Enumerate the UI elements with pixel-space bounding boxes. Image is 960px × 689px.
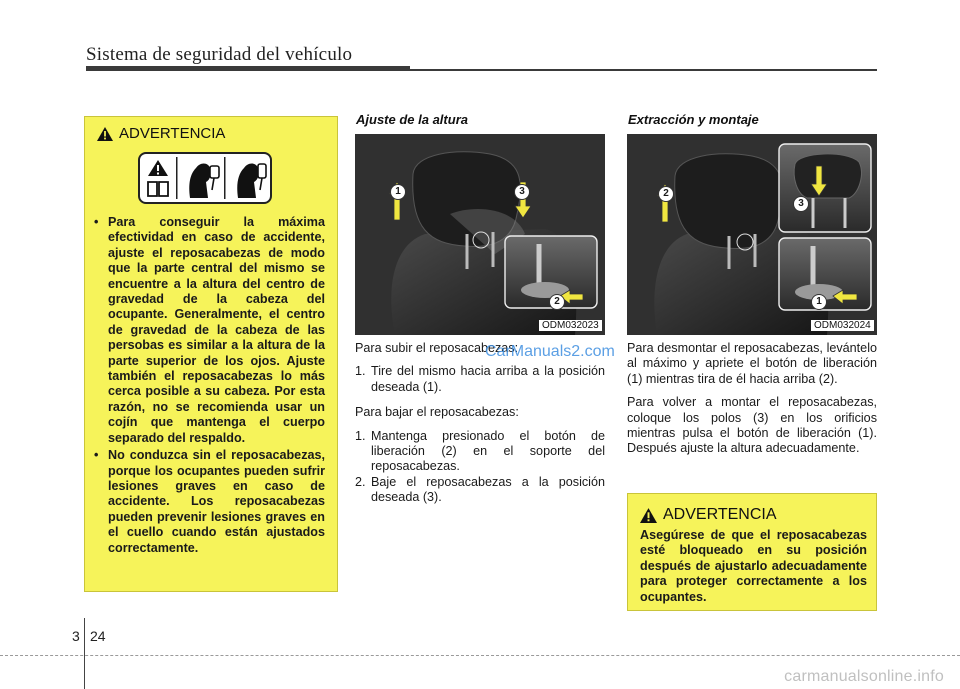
image-code: ODM032024 — [811, 320, 874, 331]
warning-bullet-list — [93, 215, 325, 558]
warning-heading — [97, 125, 225, 142]
lower-step-2: 2. Baje el reposacabezas a la posición deseada (3). — [355, 474, 605, 505]
warning-bullet-1: • Para conseguir la máxima efectividad en caso de accidente, ajuste el reposacabezas de modo que la parte central del mismo se encuentre a la altura del centro de gravedad de la cabeza del ocupante. Generalmente, el centro de gravedad de la cabeza de las persobas es similar a la altura de la parte superior de los ojos. Ajuste también el reposacabezas lo más cerca posible a su cabeza. Por esta razón, no se recomienda usar un cojín que mantenga el cuerpo separado del respaldo. — [93, 215, 325, 446]
warning-title: ADVERTENCIA — [119, 125, 226, 142]
image-code: ODM032023 — [539, 320, 602, 331]
height-instructions — [355, 341, 605, 506]
callout-3: 3 — [514, 184, 530, 200]
warning-heading — [640, 506, 777, 524]
footer-vertical-rule — [84, 618, 85, 689]
page-number: 24 — [90, 628, 106, 644]
footer-watermark: carmanualsonline.info — [784, 668, 944, 685]
callout-3: 3 — [793, 196, 809, 212]
page-section-number: 3 — [72, 628, 80, 644]
raise-intro: Para subir el reposacabezas: — [355, 341, 519, 355]
raise-step-1: 1. Tire del mismo hacia arriba a la posición deseada (1). — [355, 364, 605, 394]
removal-instructions — [627, 341, 877, 465]
warning-triangle-icon — [640, 508, 657, 523]
callout-2: 2 — [549, 294, 565, 310]
warning-bullet-2: • No conduzca sin el reposacabezas, porque los ocupantes pueden sufrir lesiones graves en caso de accidente. Los reposacabezas pueden prevenir lesiones graves en el cuello cuando están ajustados correctamente. — [93, 448, 325, 556]
callout-1: 1 — [390, 184, 406, 200]
removal-paragraph-2: Para volver a montar el reposacabezas, coloque los polos (3) en los orificios mientras pulsa el botón de liberación (1). Después ajuste la altura adecuadamente. — [627, 395, 877, 456]
headrest-pictogram-icon — [138, 152, 272, 204]
section-title-height: Ajuste de la altura — [356, 112, 468, 127]
warning-box-main — [84, 116, 338, 592]
section-title-removal: Extracción y montaje — [628, 112, 759, 127]
lower-intro: Para bajar el reposacabezas: — [355, 405, 519, 420]
watermark-carmanuals: CarManuals2.com — [485, 343, 615, 360]
page-header-title: Sistema de seguridad del vehículo — [86, 44, 353, 65]
warning-triangle-icon — [97, 127, 113, 141]
warning-title: ADVERTENCIA — [663, 506, 777, 523]
callout-1: 1 — [811, 294, 827, 310]
header-rule-thin — [410, 69, 877, 71]
headrest-removal-illustration — [627, 134, 877, 335]
header-rule-thick — [86, 66, 410, 71]
warning-lock-text: Asegúrese de que el reposacabezas esté bloqueado en su posición después de ajustarlo adecuadamente para proteger correctamente a los ocupantes. — [640, 528, 867, 604]
removal-paragraph-1: Para desmontar el reposacabezas, levántelo al máximo y apriete el botón de liberación (1) mientras tira de él hacia arriba (2). — [627, 341, 877, 386]
lower-step-1: 1. Mantenga presionado el botón de liberación (2) en el soporte del reposacabezas. — [355, 428, 605, 474]
callout-2: 2 — [658, 186, 674, 202]
warning-box-lock — [627, 493, 877, 611]
headrest-height-illustration — [355, 134, 605, 335]
footer-dashed-rule — [0, 655, 960, 656]
